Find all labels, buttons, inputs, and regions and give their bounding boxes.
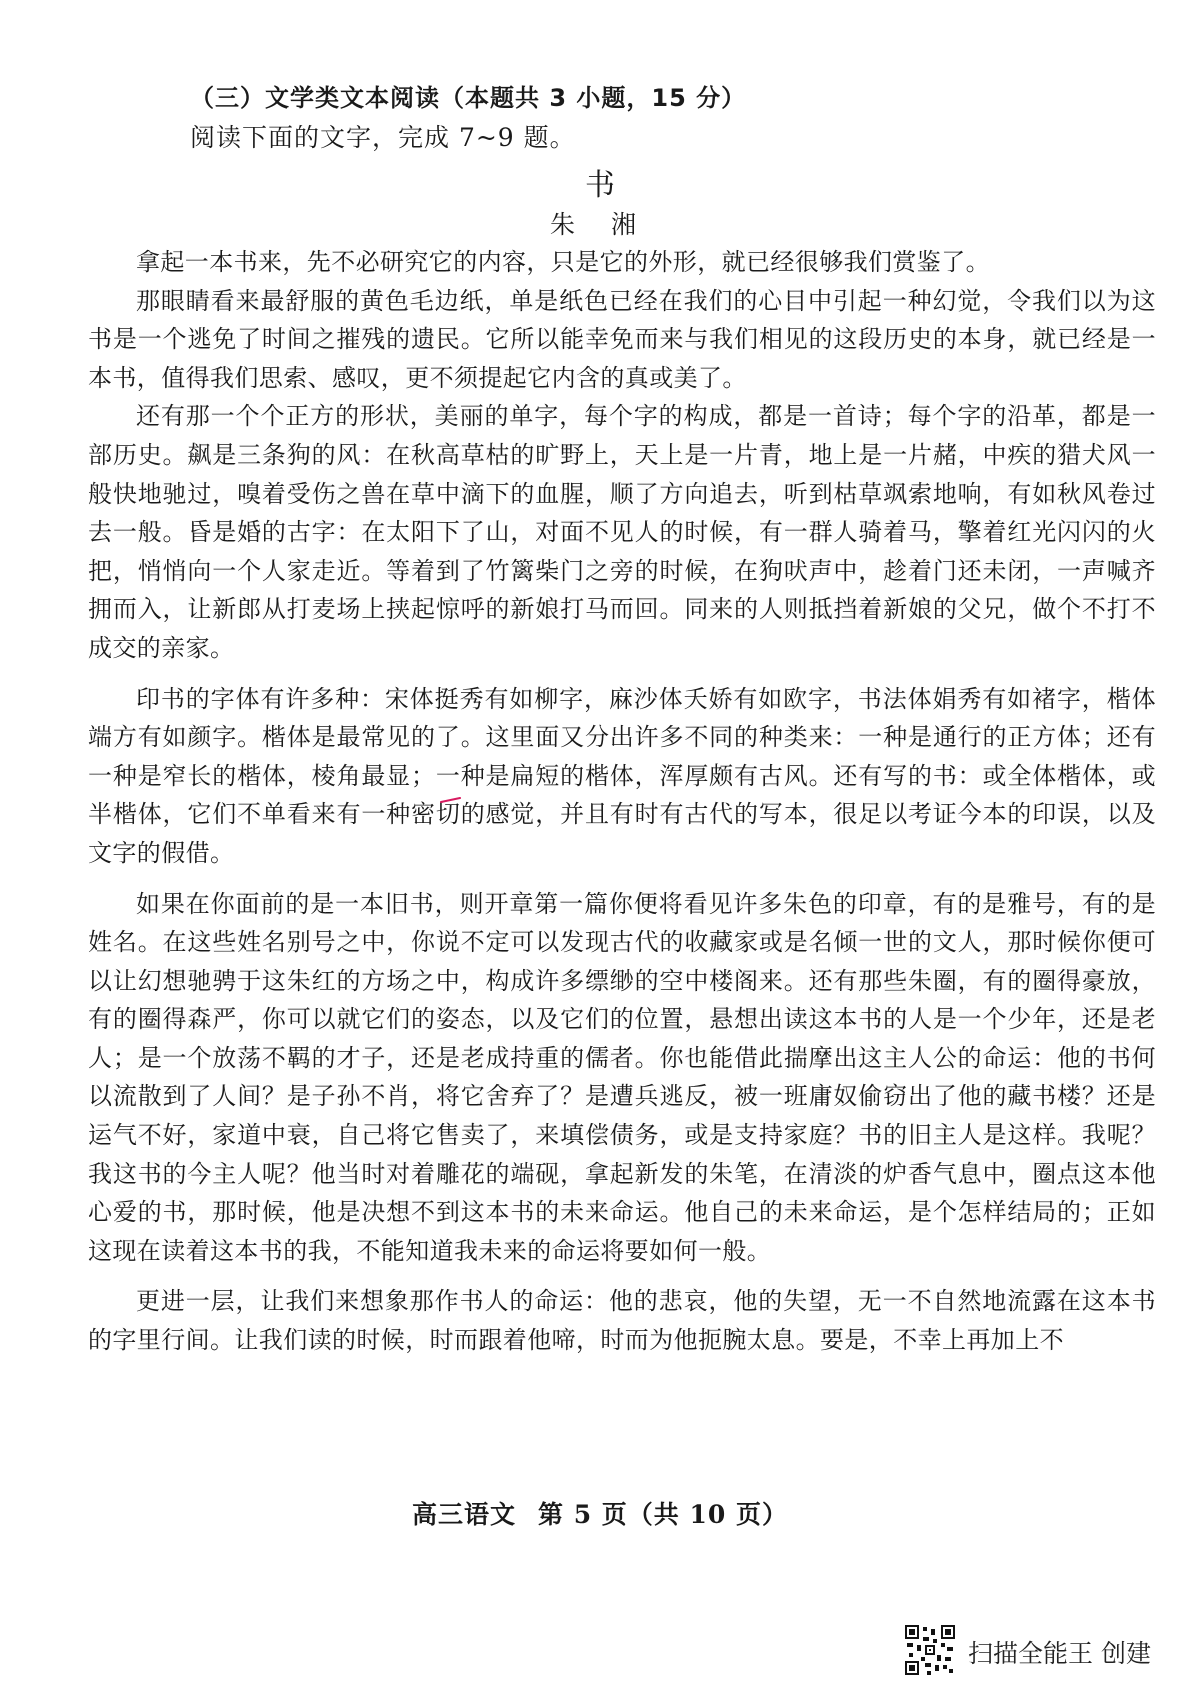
footer-subject: 高三语文	[411, 1500, 516, 1529]
paragraph-4: 印书的字体有许多种：宋体挺秀有如柳字，麻沙体夭娇有如欧字，书法体娟秀有如褚字，楷体端方有如颜字。楷体是最常见的了。这里面又分出许多不同的种类来：一种是通行的正方体；还有一种是窄长的楷体，棱角最显；一种是扁短的楷体，浑厚颇有古风。还有写的书：或全体楷体，或半楷体，它们不单看来有一种密切的感觉，并且有时有古代的写本，很足以考证今本的印误，以及文字的假借。	[88, 684, 1156, 867]
scanner-brand-label: 扫描全能王 创建	[968, 1639, 1151, 1668]
pen-annotation-mark	[440, 797, 462, 803]
paragraph-3: 还有那一个个正方的形状，美丽的单字，每个字的构成，都是一首诗；每个字的沿革，都是一部历史。飙是三条狗的风：在秋高草枯的旷野上，天上是一片青，地上是一片赭，中疾的猎犬风一般快地驰过，嗅着受伤之兽在草中滴下的血腥，顺了方向追去，听到枯草飒索地响，有如秋风卷过去一般。昏是婚的古字：在太阳下了山，对面不见人的时候，有一群人骑着马，擎着红光闪闪的火把，悄悄向一个人家走近。等着到了竹篱柴门之旁的时候，在狗吠声中，趁着门还未闭，一声喊齐拥而入，让新郎从打麦场上挟起惊呼的新娘打马而回。同来的人则抵挡着新娘的父兄，做个不打不成交的亲家。	[88, 402, 1156, 662]
article-title: 书	[585, 168, 615, 203]
paragraph-2: 那眼睛看来最舒服的黄色毛边纸，单是纸色已经在我们的心目中引起一种幻觉，令我们以为这书是一个逃免了时间之摧残的遗民。它所以能幸免而来与我们相见的这段历史的本身，就已经是一本书，值得我们思索、感叹，更不须提起它内含的真或美了。	[88, 286, 1156, 392]
article-body	[88, 243, 1156, 1360]
paragraph-1: 拿起一本书来，先不必研究它的内容，只是它的外形，就已经很够我们赏鉴了。	[136, 248, 990, 276]
paragraph-5: 如果在你面前的是一本旧书，则开章第一篇你便将看见许多朱色的印章，有的是雅号，有的是姓名。在这些姓名别号之中，你说不定可以发现古代的收藏家或是名倾一世的文人，那时候你便可以让幻想驰骋于这朱红的方场之中，构成许多缥缈的空中楼阁来。还有那些朱圈，有的圈得豪放，有的圈得森严，你可以就它们的姿态，以及它们的位置，悬想出读这本书的人是一个少年，还是老人；是一个放荡不羁的才子，还是老成持重的儒者。你也能借此揣摩出这主人公的命运：他的书何以流散到了人间？是子孙不肖，将它舍弃了？是遭兵逃反，被一班庸奴偷窃出了他的藏书楼？还是运气不好，家道中衰，自己将它售卖了，来填偿债务，或是支持家庭？书的旧主人是这样。我呢？我这书的今主人呢？他当时对着雕花的端砚，拿起新发的朱笔，在清淡的炉香气息中，圈点这本他心爱的书，那时候，他是决想不到这本书的未来命运。他自己的未来命运，是个怎样结局的；正如这现在读着这本书的我，不能知道我未来的命运将要如何一般。	[88, 889, 1156, 1265]
instruction-text: 阅读下面的文字，完成 7~9 题。	[190, 123, 576, 152]
page-footer	[0, 1495, 1200, 1531]
article-author: 朱 湘	[550, 210, 650, 239]
paragraph-6: 更进一层，让我们来想象那作书人的命运：他的悲哀，他的失望，无一不自然地流露在这本书的字里行间。让我们读的时候，时而跟着他啼，时而为他扼腕太息。要是，不幸上再加上不	[88, 1287, 1156, 1355]
footer-page-info: 第 5 页（共 10 页）	[538, 1500, 789, 1529]
section-heading: （三）文学类文本阅读（本题共 3 小题，15 分）	[190, 84, 747, 112]
qr-code-icon	[905, 1625, 955, 1675]
